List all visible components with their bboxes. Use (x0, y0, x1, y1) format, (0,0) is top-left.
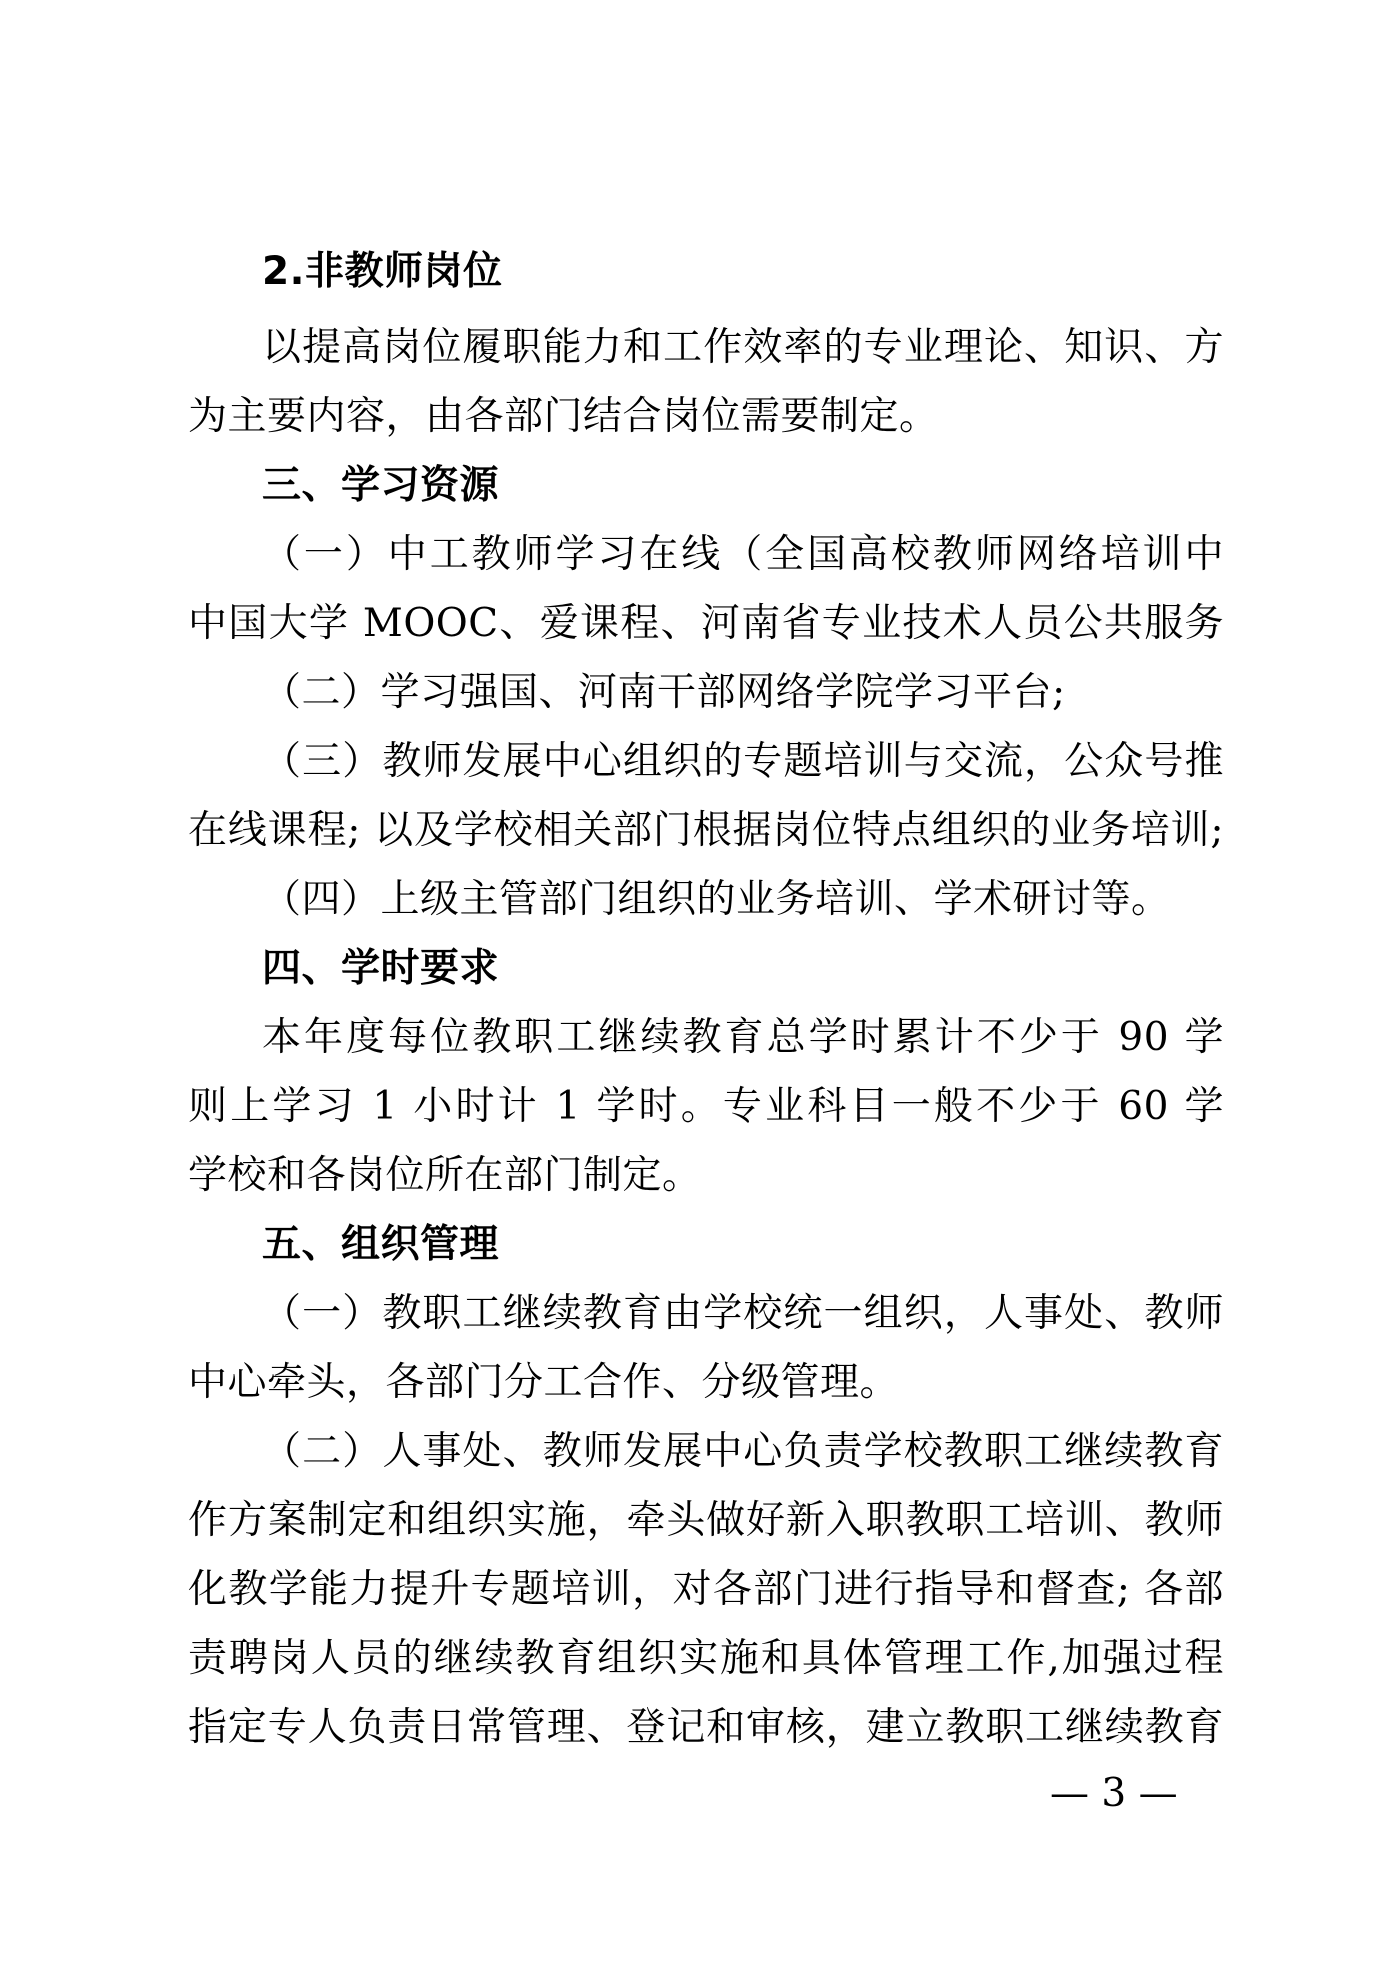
paragraph-line: （二）学习强国、河南干部网络学院学习平台; (262, 670, 1066, 715)
paragraph-line: 化教学能力提升专题培训，对各部门进行指导和督查; 各部 (188, 1567, 1224, 1612)
paragraph-line: （四）上级主管部门组织的业务培训、学术研讨等。 (262, 877, 1171, 922)
paragraph-line: 以提高岗位履职能力和工作效率的专业理论、知识、方 (262, 325, 1224, 370)
page-number: — 3 — (1050, 1771, 1178, 1816)
section-heading-organization: 五、组织管理 (262, 1222, 500, 1267)
section-heading-non-teacher: 2.非教师岗位 (262, 249, 503, 294)
paragraph-line: 责聘岗人员的继续教育组织实施和具体管理工作,加强过程 (188, 1636, 1224, 1681)
paragraph-line: 中心牵头，各部门分工合作、分级管理。 (188, 1360, 900, 1405)
paragraph-line: 则上学习 1 小时计 1 学时。专业科目一般不少于 60 学 (188, 1084, 1224, 1129)
paragraph-line: （一）教职工继续教育由学校统一组织，人事处、教师 (262, 1291, 1224, 1336)
paragraph-line: （二）人事处、教师发展中心负责学校教职工继续教育 (262, 1429, 1224, 1474)
paragraph-line: （三）教师发展中心组织的专题培训与交流，公众号推 (262, 739, 1224, 784)
paragraph-line: 指定专人负责日常管理、登记和审核，建立教职工继续教育 (188, 1705, 1224, 1750)
paragraph-line: 中国大学 MOOC、爱课程、河南省专业技术人员公共服务 (188, 601, 1224, 646)
paragraph-line: 在线课程; 以及学校相关部门根据岗位特点组织的业务培训; (188, 808, 1224, 853)
paragraph-line: 作方案制定和组织实施，牵头做好新入职教职工培训、教师 (188, 1498, 1224, 1543)
section-heading-study-hours: 四、学时要求 (262, 946, 500, 991)
paragraph-line: 学校和各岗位所在部门制定。 (188, 1153, 702, 1198)
paragraph-line: （一）中工教师学习在线（全国高校教师网络培训中 (262, 532, 1224, 577)
paragraph-line: 为主要内容，由各部门结合岗位需要制定。 (188, 394, 939, 439)
paragraph-line: 本年度每位教职工继续教育总学时累计不少于 90 学 (262, 1015, 1224, 1060)
section-heading-learning-resources: 三、学习资源 (262, 463, 500, 508)
